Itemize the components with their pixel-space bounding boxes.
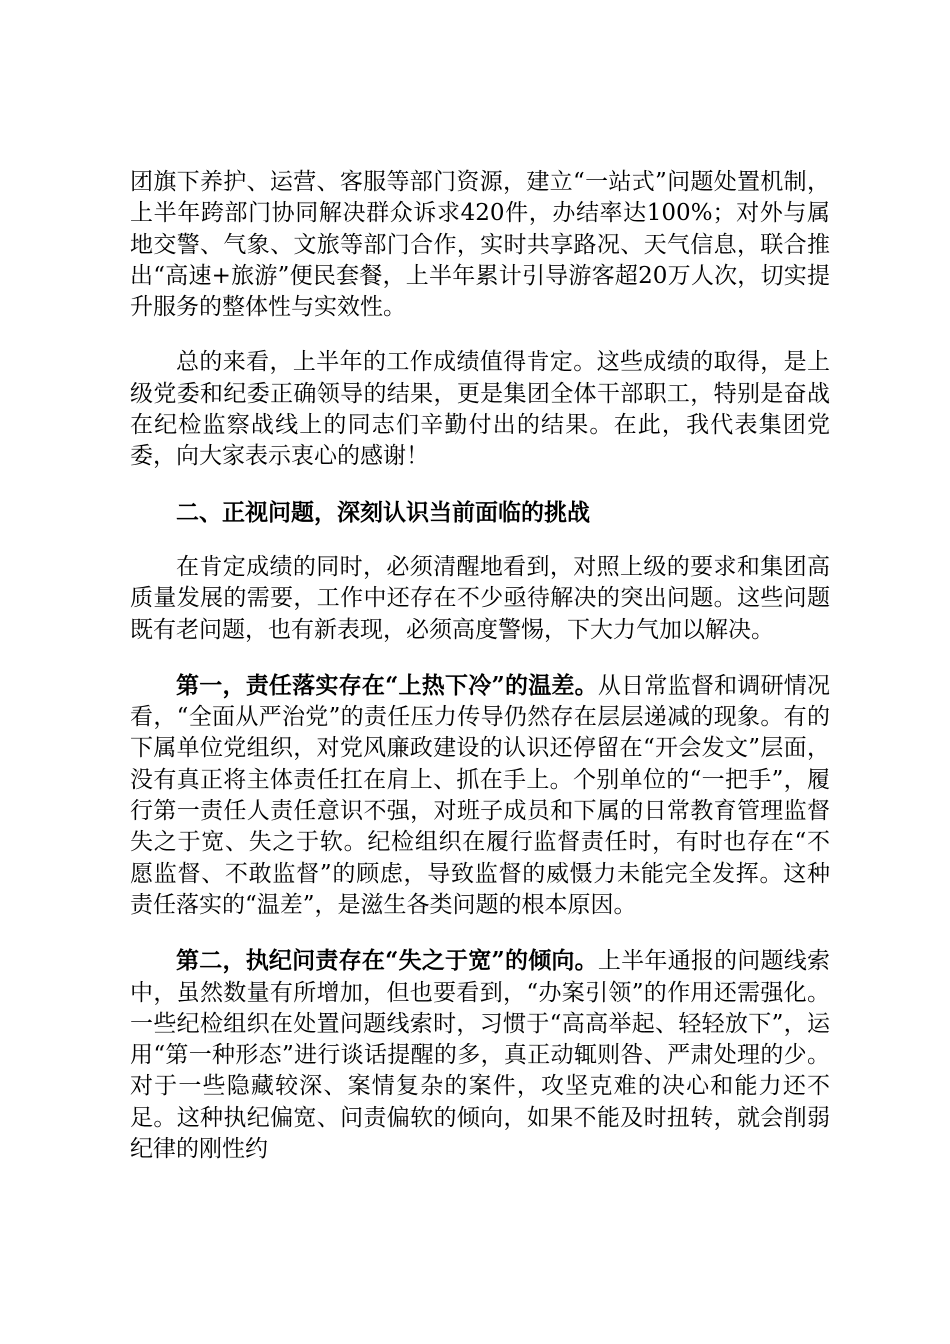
point-two-body: 上半年通报的问题线索中，虽然数量有所增加，但也要看到，“办案引领”的作用还需强化。一些纪检组织在处置问题线索时，习惯于“高高举起、轻轻放下”，运用“第一种形态”进行谈话提醒的多，真正动辄则咎、严肃处理的少。对于一些隐藏较深、案情复杂的案件，攻坚克难的决心和能力还不足。这种执纪偏宽、问责偏软的倾向，如果不能及时扭转，就会削弱纪律的刚性约 xyxy=(130,948,831,1163)
paragraph-point-two xyxy=(130,945,830,1165)
paragraph-intro: 在肯定成绩的同时，必须清醒地看到，对照上级的要求和集团高质量发展的需要，工作中还存在不少亟待解决的突出问题。这些问题既有老问题，也有新表现，必须高度警惕，下大力气加以解决。 xyxy=(130,553,830,643)
point-one-body: 从日常监督和调研情况看，“全面从严治党”的责任压力传导仍然存在层层递减的现象。有的下属单位党组织，对党风廉政建设的认识还停留在“开会发文”层面，没有真正将主体责任扛在肩上、抓在手上。个别单位的“一把手”，履行第一责任人责任意识不强，对班子成员和下属的日常教育管理监督失之于宽、失之于软。纪检组织在履行监督责任时，有时也存在“不愿监督、不敢监督”的顾虑，导致监督的威慑力未能完全发挥。这种责任落实的“温差”，是滋生各类问题的根本原因。 xyxy=(130,672,831,918)
paragraph-continuation: 团旗下养护、运营、客服等部门资源，建立“一站式”问题处置机制，上半年跨部门协同解决群众诉求420件，办结率达100%；对外与属地交警、气象、文旅等部门合作，实时共享路况、天气信息，联合推出“高速+旅游”便民套餐，上半年累计引导游客超20万人次，切实提升服务的整体性与实效性。 xyxy=(130,169,830,321)
paragraph-summary: 总的来看，上半年的工作成绩值得肯定。这些成绩的取得，是上级党委和纪委正确领导的结果，更是集团全体干部职工，特别是奋战在纪检监察战线上的同志们辛勤付出的结果。在此，我代表集团党委，向大家表示衷心的感谢！ xyxy=(130,349,830,470)
section-heading: 二、正视问题，深刻认识当前面临的挑战 xyxy=(176,498,590,526)
point-one-lead: 第一，责任落实存在“上热下冷”的温差。 xyxy=(176,671,598,699)
paragraph-point-one xyxy=(130,670,830,921)
point-two-lead: 第二，执纪问责存在“失之于宽”的倾向。 xyxy=(176,947,598,975)
document-page xyxy=(130,167,830,1189)
